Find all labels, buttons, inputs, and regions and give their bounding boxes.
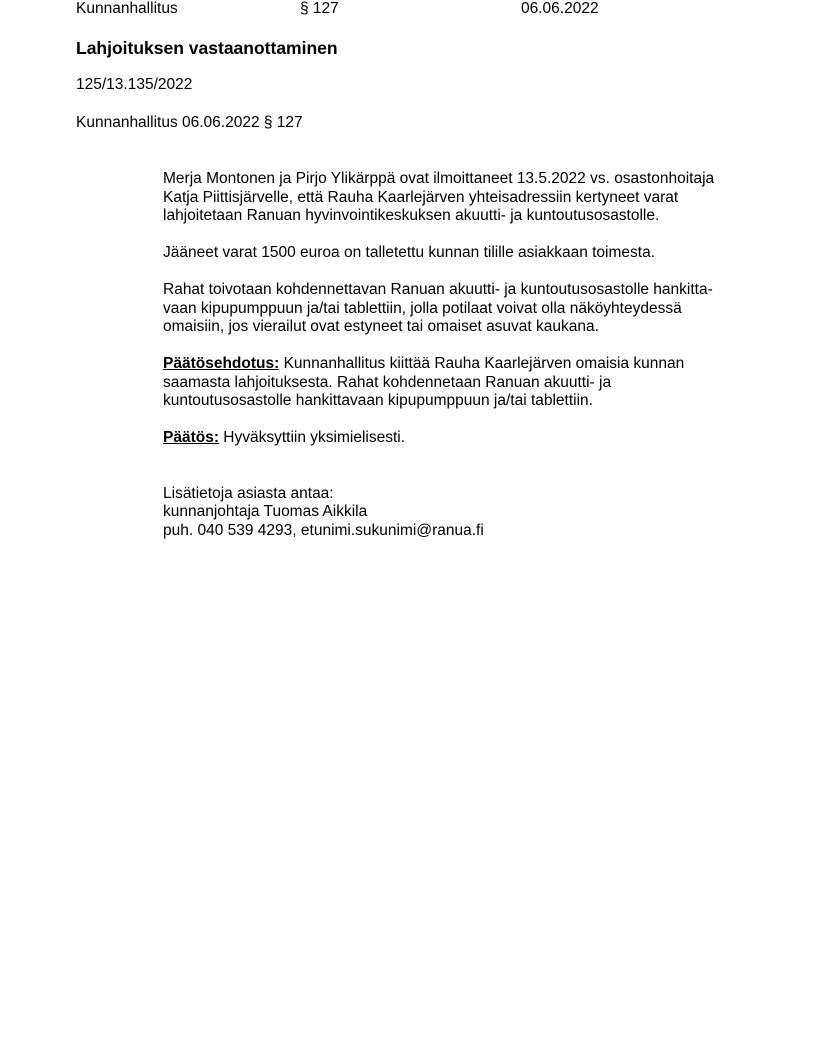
header-body: Kunnanhallitus	[76, 0, 178, 17]
paragraph-line: omaisiin, jos vierailut ovat estyneet tai omaiset asuvat kaukana.	[163, 318, 599, 335]
header-date: 06.06.2022	[521, 0, 599, 17]
paragraph	[163, 170, 763, 226]
document-body	[163, 170, 763, 540]
paragraph-line: Rahat toivotaan kohdennettavan Ranuan akuutti- ja kuntoutusosastolle hankitta-	[163, 281, 713, 298]
proposal-line: saamasta lahjoituksesta. Rahat kohdennetaan Ranuan akuutti- ja	[163, 373, 612, 391]
decision-label: Päätös:	[163, 429, 219, 446]
decision-proposal	[163, 355, 763, 411]
document-title: Lahjoituksen vastaanottaminen	[76, 38, 338, 58]
contact-person: kunnanjohtaja Tuomas Aikkila	[163, 503, 368, 520]
paragraph-line: Katja Piittisjärvelle, että Rauha Kaarlejärven yhteisadressiin kertyneet varat	[163, 188, 679, 206]
record-number: 125/13.135/2022	[76, 76, 193, 93]
paragraph-line: lahjoitetaan Ranuan hyvinvointikeskuksen akuutti- ja kuntoutusosastolle.	[163, 207, 660, 224]
decision	[163, 429, 763, 448]
contact-info	[163, 485, 763, 541]
paragraph-line: Jääneet varat 1500 euroa on talletettu kunnan tilille asiakkaan toimesta.	[163, 244, 656, 261]
proposal-label: Päätösehdotus:	[163, 355, 280, 372]
proposal-line: kuntoutusosastolle hankittavaan kipupumppuun ja/tai tablettiin.	[163, 392, 593, 409]
paragraph	[163, 281, 763, 337]
paragraph	[163, 244, 763, 263]
contact-intro: Lisätietoja asiasta antaa:	[163, 484, 334, 502]
contact-phone-email: puh. 040 539 4293, etunimi.sukunimi@ranua.fi	[163, 521, 484, 539]
meeting-reference: Kunnanhallitus 06.06.2022 § 127	[76, 114, 303, 131]
header-section: § 127	[300, 0, 339, 17]
decision-text: Hyväksyttiin yksimielisesti.	[219, 429, 406, 446]
paragraph-line: Merja Montonen ja Pirjo Ylikärppä ovat ilmoittaneet 13.5.2022 vs. osastonhoitaja	[163, 170, 715, 187]
paragraph-line: vaan kipupumppuun ja/tai tablettiin, jolla potilaat voivat olla näköyhteydessä	[163, 299, 682, 317]
proposal-text: Kunnanhallitus kiittää Rauha Kaarlejärven omaisia kunnan	[279, 355, 685, 372]
